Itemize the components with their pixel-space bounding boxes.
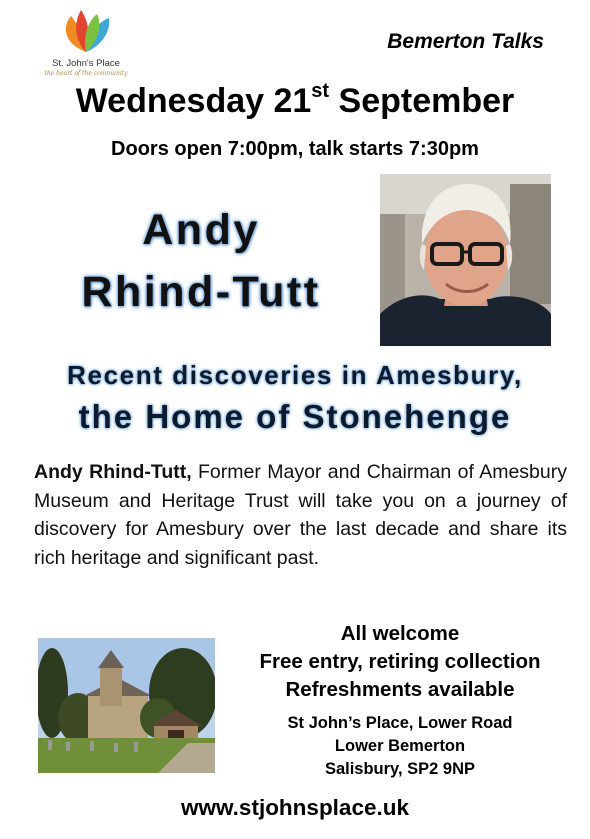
logo-name: St. John's Place (52, 58, 120, 69)
talk-title-line2: the Home of Stonehenge (78, 398, 512, 435)
date-suffix: st (311, 80, 330, 102)
speaker-photo (380, 174, 551, 346)
church-photo (38, 638, 215, 773)
address-line1: St John’s Place, Lower Road (287, 714, 513, 732)
date-month: September (329, 82, 515, 120)
website-link[interactable]: www.stjohnsplace.uk (181, 795, 409, 820)
st-johns-place-logo (36, 6, 136, 80)
date-weekday-day: Wednesday 21 (75, 82, 312, 120)
address-line2: Lower Bemerton (334, 737, 466, 755)
description-text: Former Mayor and Chairman of Amesbury Museum and Heritage Trust will take you on a journey of discovery for Amesbury over the last decade and share its rich heritage and significant past. (34, 461, 567, 569)
entry-info: Free entry, retiring collection (259, 650, 541, 673)
series-title: Bemerton Talks (387, 30, 544, 53)
talk-title-line1: Recent discoveries in Amesbury, (67, 360, 523, 390)
speaker-first-name: Andy (142, 206, 260, 254)
all-welcome: All welcome (340, 622, 460, 645)
leaf-petals-icon (53, 6, 119, 56)
refreshments-info: Refreshments available (285, 678, 515, 701)
speaker-last-name: Rhind-Tutt (81, 268, 321, 316)
logo-tagline: the heart of the community (44, 70, 128, 77)
address-line3: Salisbury, SP2 9NP (324, 760, 476, 778)
door-times: Doors open 7:00pm, talk starts 7:30pm (111, 138, 479, 160)
description-speaker-name: Andy Rhind-Tutt, (34, 461, 192, 483)
event-date (0, 82, 590, 121)
talk-description (34, 458, 567, 572)
